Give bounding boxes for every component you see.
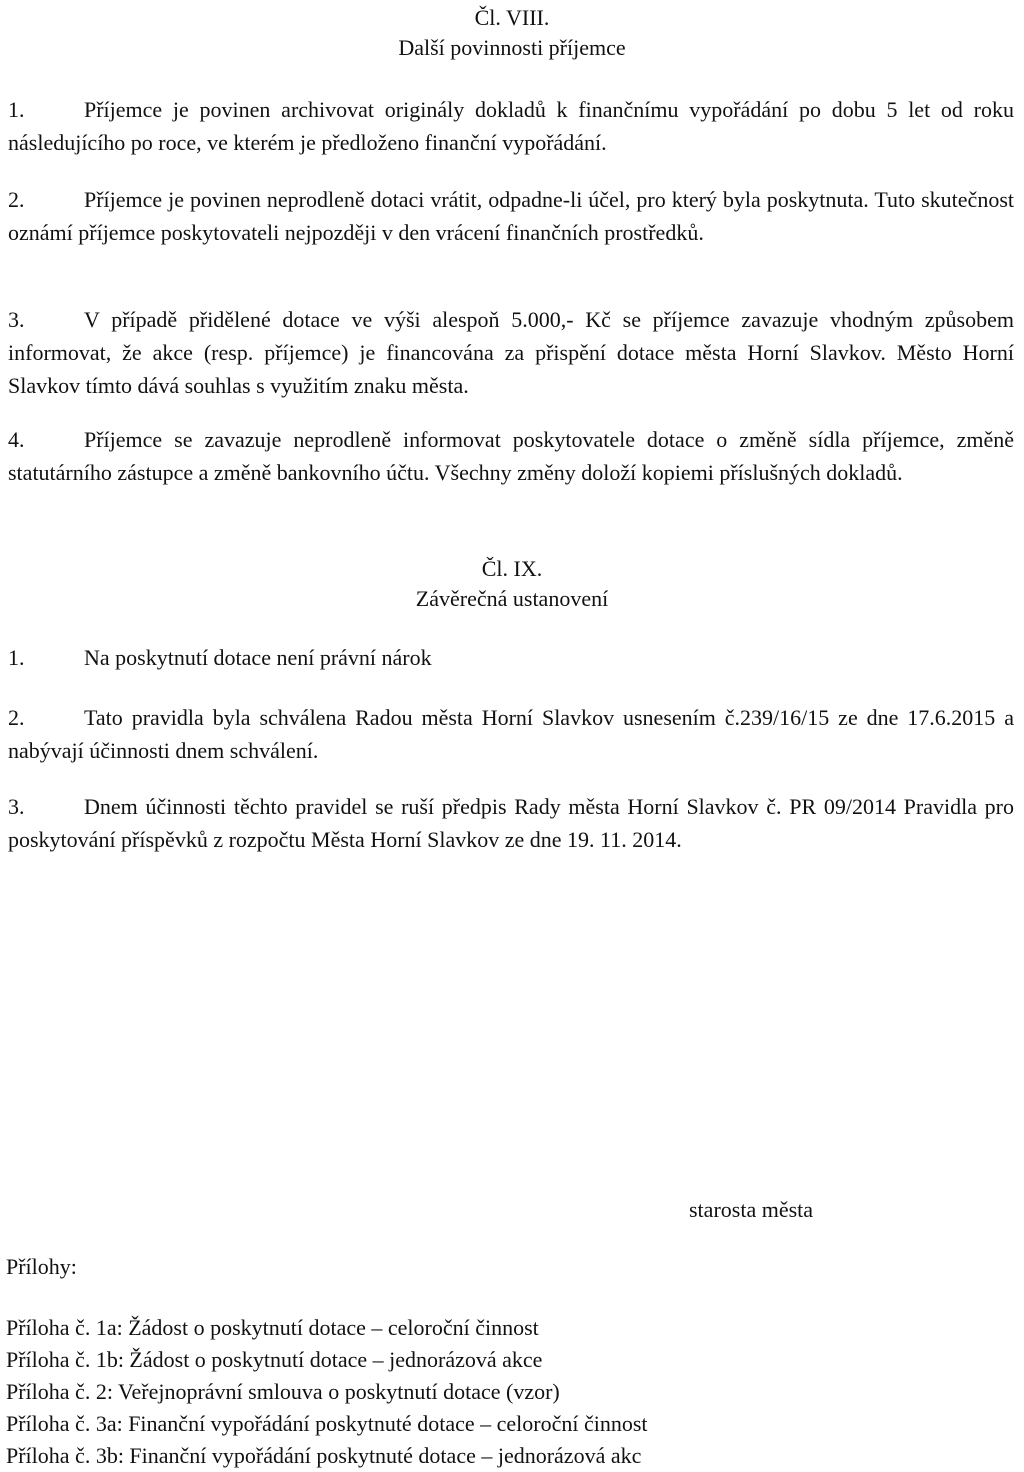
article-9-heading: Čl. IX. (481, 556, 543, 581)
item-text: Příjemce je povinen neprodleně dotaci vrátit, odpadne-li účel, pro který byla poskytnuta. Tuto skutečnost oznámí příjemce poskytovateli nejpozději v den vrácení finančních prostředků. (8, 187, 1014, 245)
article-8-subheading: Další povinnosti příjemce (398, 35, 626, 60)
item-number: 2. (8, 705, 25, 730)
article-9-item-3 (8, 790, 1014, 856)
item-text: Příjemce se zavazuje neprodleně informovat poskytovatele dotace o změně sídla příjemce, změně statutárního zástupce a změně bankovního účtu. Všechny změny doloží kopiemi příslušných dokladů. (8, 427, 1014, 485)
item-text: Dnem účinnosti těchto pravidel se ruší předpis Rady města Horní Slavkov č. PR 09/2014 Pravidla pro poskytování příspěvků z rozpočtu Města Horní Slavkov ze dne 19. 11. 2014. (8, 794, 1014, 852)
attachments-title: Přílohy: (6, 1254, 77, 1279)
item-text: Tato pravidla byla schválena Radou města Horní Slavkov usnesením č.239/16/15 ze dne 17.6.2015 a nabývají účinnosti dnem schválení. (8, 705, 1014, 763)
article-8-item-4 (8, 423, 1014, 489)
attachment-item: Příloha č. 3a: Finanční vypořádání poskytnuté dotace – celoroční činnost (6, 1411, 648, 1436)
article-8-item-3 (8, 303, 1014, 402)
article-9-item-1 (8, 641, 432, 674)
attachment-item: Příloha č. 2: Veřejnoprávní smlouva o poskytnutí dotace (vzor) (6, 1379, 560, 1404)
attachment-item: Příloha č. 1a: Žádost o poskytnutí dotace – celoroční činnost (6, 1315, 539, 1340)
item-text: Na poskytnutí dotace není právní nárok (84, 645, 432, 670)
item-number: 1. (8, 97, 25, 122)
item-number: 2. (8, 187, 25, 212)
article-8-heading: Čl. VIII. (474, 5, 550, 30)
article-9-item-2 (8, 701, 1014, 767)
signature-label: starosta města (689, 1197, 814, 1222)
article-8-item-1 (8, 93, 1014, 159)
article-9-subheading: Závěrečná ustanovení (415, 586, 609, 611)
item-number: 1. (8, 645, 25, 670)
attachments-list (6, 1312, 648, 1472)
item-number: 3. (8, 794, 25, 819)
item-text: Příjemce je povinen archivovat originály dokladů k finančnímu vypořádání po dobu 5 let od roku následujícího po roce, ve kterém je předloženo finanční vypořádání. (8, 97, 1014, 155)
item-number: 4. (8, 427, 25, 452)
item-number: 3. (8, 307, 25, 332)
attachment-item: Příloha č. 3b: Finanční vypořádání poskytnuté dotace – jednorázová akc (6, 1443, 642, 1468)
attachment-item: Příloha č. 1b: Žádost o poskytnutí dotace – jednorázová akce (6, 1347, 543, 1372)
article-8-item-2 (8, 183, 1014, 249)
item-text: V případě přidělené dotace ve výši alespoň 5.000,- Kč se příjemce zavazuje vhodným způsobem informovat, že akce (resp. příjemce) je financována za přispění dotace města Horní Slavkov. Město Horní Slavkov tímto dává souhlas s využitím znaku města. (8, 307, 1014, 398)
